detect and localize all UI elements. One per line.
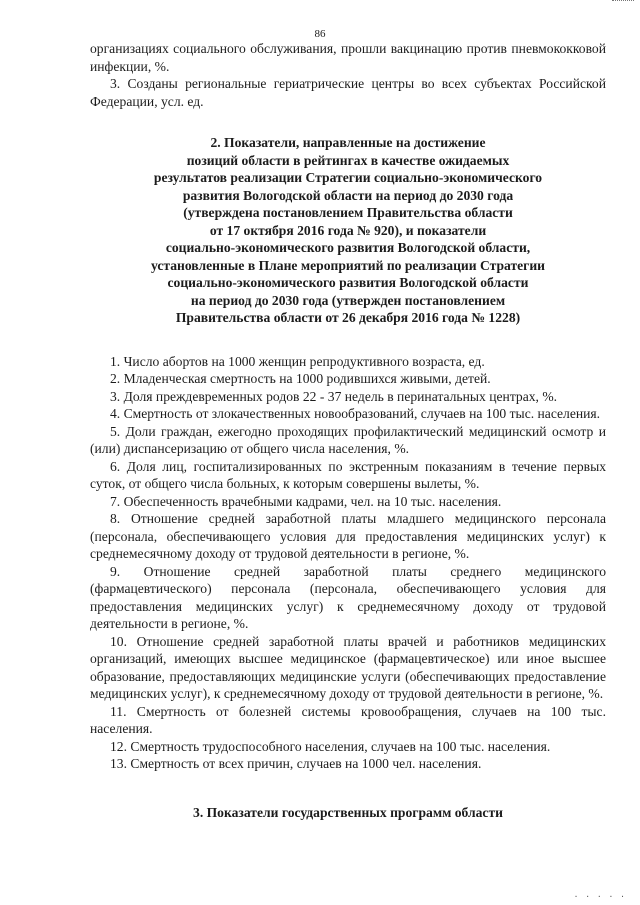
list-item: 3. Созданы региональные гериатрические центры во всех субъектах Российской Федерации, усл. ед.: [90, 76, 606, 109]
scan-artifact-bottom: · · · · ·: [573, 892, 626, 901]
list-item: 1. Число абортов на 1000 женщин репродуктивного возраста, ед.: [110, 353, 485, 369]
list-item: 11. Смертность от болезней системы кровообращения, случаев на 100 тыс. населения.: [90, 703, 606, 736]
list-item: 8. Отношение средней заработной платы младшего медицинского персонала (персонала, обеспечивающего условия для предоставления медицинских услуг) к среднемесячному доходу от трудовой деятельности в регионе, %.: [90, 511, 606, 561]
list-item: 5. Доли граждан, ежегодно проходящих профилактический медицинский осмотр и (или) диспансеризацию от общего числа населения, %.: [90, 423, 606, 456]
continued-paragraph: организациях социального обслуживания, прошли вакцинацию против пневмококковой инфекции, %.: [90, 41, 606, 74]
list-item: 9. Отношение средней заработной платы среднего медицинского (фармацевтического) персонала (персонала, обеспечивающего условия для предоставления медицинских услуг) к среднемесячному доходу от трудовой деятельности в регионе, %.: [90, 563, 606, 631]
list-item: 10. Отношение средней заработной платы врачей и работников медицинских организаций, имеющих высшее медицинское (фармацевтическое) или иное высшее образование, предоставляющих медицинские услуги (обеспечивающих предоставление медицинских услуг), к среднемесячному доходу от трудовой деятельности в регионе, %.: [90, 633, 606, 701]
list-item: 2. Младенческая смертность на 1000 родившихся живыми, детей.: [110, 371, 491, 386]
page-content: [90, 40, 606, 821]
list-item: 4. Смертность от злокачественных новообразований, случаев на 100 тыс. населения.: [110, 406, 601, 421]
list-item: 3. Доля преждевременных родов 22 - 37 недель в перинатальных центрах, %.: [110, 388, 558, 404]
list-item: 12. Смертность трудоспособного населения, случаев на 100 тыс. населения.: [110, 738, 551, 754]
list-item: 13. Смертность от всех причин, случаев на 1000 чел. населения.: [110, 756, 482, 771]
list-item: 6. Доля лиц, госпитализированных по экстренным показаниям в течение первых суток, от общего числа больных, к которым совершены вылеты, %.: [90, 458, 606, 491]
section-2-heading: 2. Показатели, направленные на достижение позиций области в рейтингах в качестве ожидаемых результатов реализации Стратегии социально-экономического развития Вологодской области на период до 2030 года (утверждена постановлением Правительства области от 17 октября 2016 года № 920), и показатели социально-экономического развития Вологодской области, установленные в Плане мероприятий по реализации Стратегии социально-экономического развития Вологодской области на период до 2030 года (утвержден постановлением Правительства области от 26 декабря 2016 года № 1228): [150, 135, 546, 325]
section-3-heading: 3. Показатели государственных программ области: [193, 804, 503, 820]
list-item: 7. Обеспеченность врачебными кадрами, чел. на 10 тыс. населения.: [110, 493, 502, 509]
scan-artifact-top: [612, 0, 634, 4]
page-number: 86: [314, 28, 326, 40]
